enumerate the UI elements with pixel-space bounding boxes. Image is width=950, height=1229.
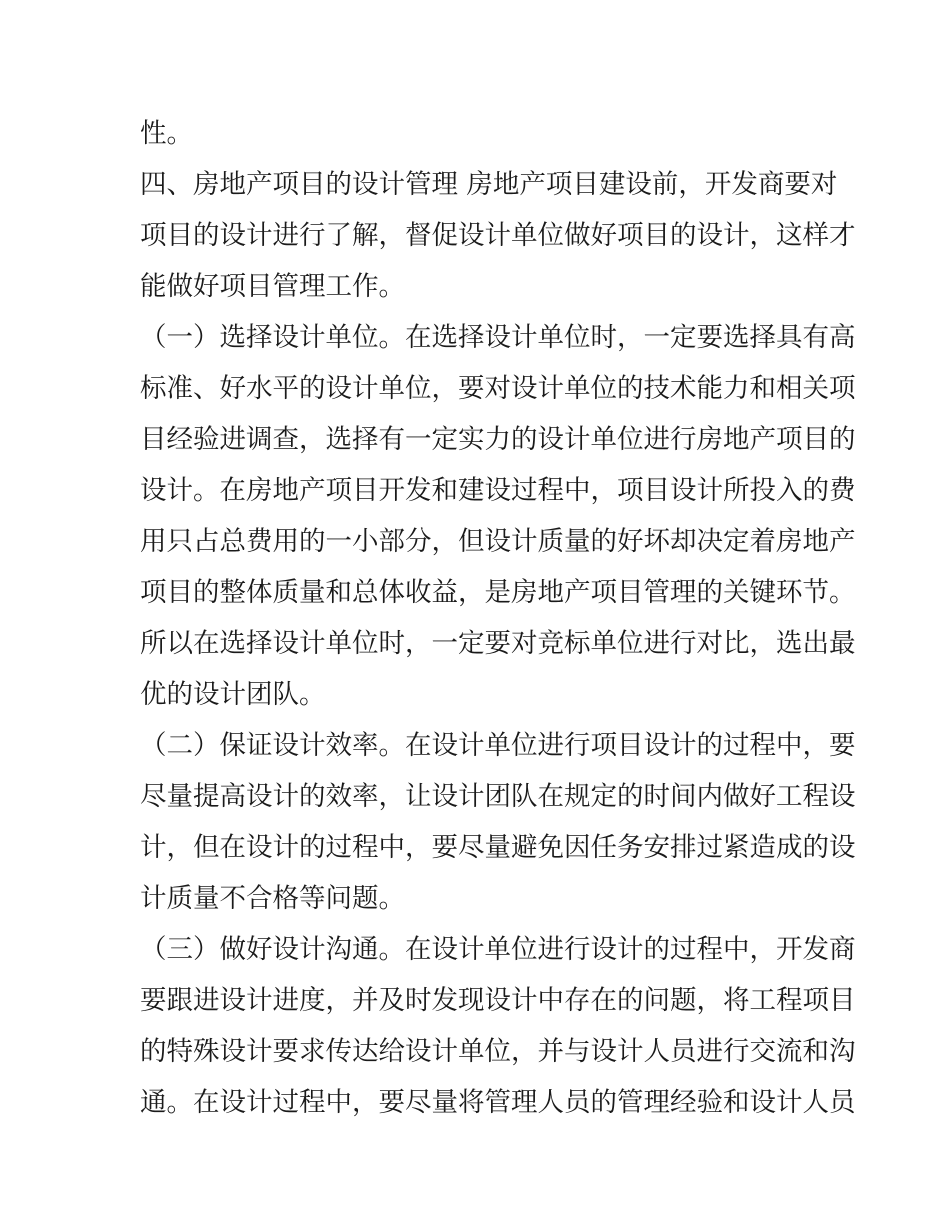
text-line: 优的设计团队。 [140,679,326,710]
text-line: 目经验进调查，选择有一定实力的设计单位进行房地产项目的 [140,424,856,455]
text-line: 通。在设计过程中，要尽量将管理人员的管理经验和设计人员 [140,1087,856,1118]
text-line: 标准、好水平的设计单位，要对设计单位的技术能力和相关项 [140,373,856,404]
text-line: 用只占总费用的一小部分，但设计质量的好坏却决定着房地产 [140,526,856,557]
text-line: 计，但在设计的过程中，要尽量避免因任务安排过紧造成的设 [140,832,856,863]
text-line: 所以在选择设计单位时，一定要对竞标单位进行对比，选出最 [140,628,856,659]
text-line: 计质量不合格等问题。 [140,883,405,914]
body-text [140,108,856,1128]
text-line: 要跟进设计进度，并及时发现设计中存在的问题，将工程项目 [140,985,856,1016]
text-line: 设计。在房地产项目开发和建设过程中，项目设计所投入的费 [140,475,856,506]
text-line: 能做好项目管理工作。 [140,271,405,302]
text-line: 性。 [140,118,193,149]
text-line: 项目的整体质量和总体收益，是房地产项目管理的关键环节。 [140,577,856,608]
section-heading-line: 四、房地产项目的设计管理 房地产项目建设前，开发商要对 [140,169,838,200]
subsection-line: （二）保证设计效率。在设计单位进行项目设计的过程中，要 [140,730,856,761]
text-line: 的特殊设计要求传达给设计单位，并与设计人员进行交流和沟 [140,1036,856,1067]
text-line: 尽量提高设计的效率，让设计团队在规定的时间内做好工程设 [140,781,856,812]
subsection-line: （三）做好设计沟通。在设计单位进行设计的过程中，开发商 [140,934,856,965]
subsection-line: （一）选择设计单位。在选择设计单位时，一定要选择具有高 [140,322,856,353]
text-line: 项目的设计进行了解，督促设计单位做好项目的设计，这样才 [140,220,856,251]
